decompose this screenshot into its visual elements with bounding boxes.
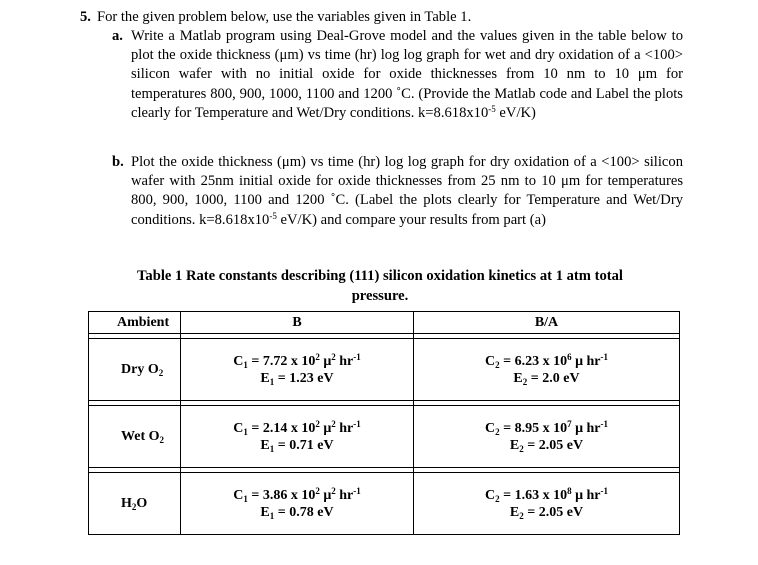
part-a-exponent: -5: [488, 103, 496, 114]
part-a-text: [131, 27, 683, 123]
table-row: [89, 406, 680, 468]
b-cell: [181, 339, 414, 401]
header-ba: B/A: [414, 312, 680, 334]
part-b-exponent: -5: [269, 210, 277, 221]
ba-c-line: $C_2 = 6.23$ x $10^6$ μ $hr^{-1}$: [484, 351, 609, 370]
header-ambient: Ambient: [89, 312, 181, 334]
ba-c-line: $C_2 = 1.63$ x $10^8$ μ $hr^{-1}$: [484, 485, 609, 504]
b-c-line: $C_1 = 3.86$ x $10^2$ $\mu^2$ $hr^{-1}$: [233, 485, 361, 504]
ambient-cell: Wet $O_2$: [89, 406, 181, 468]
part-a: [112, 27, 683, 123]
b-e-line: $E_1 = 0.71$ eV: [260, 437, 334, 454]
ba-c-line: $C_2 = 8.95$ x $10^7$ μ $hr^{-1}$: [484, 418, 609, 437]
question-heading: [80, 8, 471, 27]
ba-e-line: $E_2 = 2.05$ eV: [509, 504, 584, 521]
b-c-line: $C_1 = 7.72$ x $10^2$ $\mu^2$ $hr^{-1}$: [233, 351, 361, 370]
header-b: B: [181, 312, 414, 334]
ba-cell: [414, 473, 680, 535]
part-a-text-main: Write a Matlab program using Deal-Grove model and the values given in the table below to plot the oxide thickness (μm) vs time (hr) log log graph for wet and dry oxidation of a <100> silicon wafer with no initial oxide for oxide thicknesses from 10 nm to 10 μm for temperatures 800, 900, 1000, 1100 and 1200 ˚C. (Provide the Matlab code and Label the plots clearly for Temperature and Wet/Dry conditions. k=8.618x10: [131, 28, 683, 121]
b-c-line: $C_1 = 2.14$ x $10^2$ $\mu^2$ $hr^{-1}$: [233, 418, 361, 437]
b-e-line: $E_1 = 0.78$ eV: [260, 504, 334, 521]
table-title-line-2: pressure.: [351, 288, 409, 304]
ba-cell: [414, 339, 680, 401]
part-b-text: [131, 153, 683, 230]
part-b-text-tail: eV/K) and compare your results from part (a): [276, 211, 546, 228]
b-cell: [181, 406, 414, 468]
b-cell: [181, 473, 414, 535]
part-b-letter: b.: [112, 154, 124, 170]
ambient-cell: $H_2O$: [89, 473, 181, 535]
table-row: [89, 473, 680, 535]
part-a-letter: a.: [112, 28, 123, 44]
ba-e-line: $E_2 = 2.05$ eV: [509, 437, 584, 454]
table-header-row: [89, 312, 680, 334]
part-b-text-main: Plot the oxide thickness (μm) vs time (hr) log log graph for dry oxidation of a <100> silicon wafer with 25nm initial oxide for oxide thicknesses from 25 nm to 10 μm for temperatures 800, 900, 1000, 1100 and 1200 ˚C. (Label the plots clearly for Temperature and Wet/Dry conditions. k=8.618x10: [131, 154, 683, 228]
ba-cell: [414, 406, 680, 468]
ambient-cell: Dry $O_2$: [89, 339, 181, 401]
question-number: 5.: [80, 9, 91, 25]
rate-constants-table: [88, 311, 680, 535]
b-e-line: $E_1 = 1.23$ eV: [260, 370, 334, 387]
table-row: [89, 339, 680, 401]
table-title-line-1: Table 1 Rate constants describing (111) silicon oxidation kinetics at 1 atm total: [137, 268, 623, 284]
ba-e-line: $E_2 = 2.0$ eV: [513, 370, 580, 387]
table-title: [80, 266, 680, 306]
question-text: For the given problem below, use the variables given in Table 1.: [96, 9, 472, 25]
part-a-text-tail: eV/K): [495, 104, 536, 121]
part-b: [112, 153, 683, 230]
